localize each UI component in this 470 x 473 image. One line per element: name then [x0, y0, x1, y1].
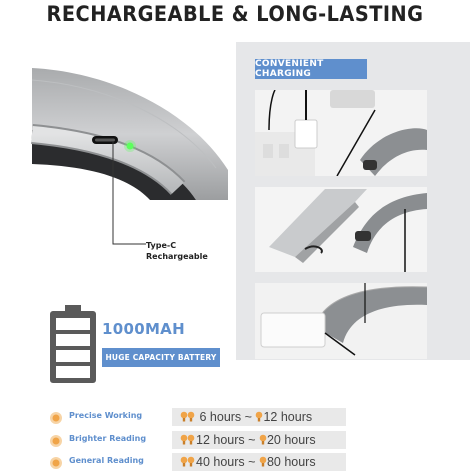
- mode-dot-icon: [49, 411, 63, 425]
- mode-separator: ~: [248, 433, 256, 447]
- charging-photo-laptop: [255, 187, 427, 272]
- mode-label: Brighter Reading: [69, 434, 147, 443]
- mode-separator: ~: [244, 410, 252, 424]
- mode-dot-icon: [49, 434, 63, 448]
- mode-low-hours: 40 hours: [196, 455, 245, 469]
- bulb-icon: [180, 411, 196, 426]
- mode-dot-icon: [49, 456, 63, 470]
- charging-photo-power-bank: [255, 283, 427, 359]
- mode-separator: ~: [248, 455, 256, 469]
- mode-row-precise: [0, 408, 470, 428]
- page-title: RECHARGEABLE & LONG-LASTING: [46, 2, 424, 26]
- mode-low-hours: 12 hours: [196, 433, 245, 447]
- bulb-icon: [180, 434, 196, 449]
- bulb-icon: [180, 456, 196, 471]
- mode-high-hours: 80 hours: [266, 455, 316, 469]
- mode-hours: [180, 433, 316, 449]
- mode-label: General Reading: [69, 456, 144, 465]
- battery-capacity: 1000MAH: [102, 320, 185, 338]
- bulb-icon: [259, 456, 267, 471]
- mode-hours: [180, 410, 312, 426]
- typec-leader-line: [110, 140, 150, 250]
- battery-icon: [48, 305, 98, 385]
- typec-label-line1: Type-C: [146, 241, 177, 250]
- mode-hours: [180, 455, 316, 471]
- mode-high-hours: 12 hours: [263, 410, 313, 424]
- typec-label: [146, 240, 208, 262]
- mode-row-general: [0, 453, 470, 473]
- charging-photo-wall-outlet: [255, 90, 427, 176]
- typec-label-line2: Rechargeable: [146, 252, 208, 261]
- mode-low-hours: 6 hours: [199, 410, 242, 424]
- charging-badge: CONVENIENT CHARGING: [255, 59, 367, 79]
- bulb-icon: [259, 434, 267, 449]
- mode-label: Precise Working: [69, 411, 143, 420]
- capacity-badge: HUGE CAPACITY BATTERY: [102, 348, 220, 367]
- mode-high-hours: 20 hours: [266, 433, 316, 447]
- mode-row-brighter: [0, 431, 470, 451]
